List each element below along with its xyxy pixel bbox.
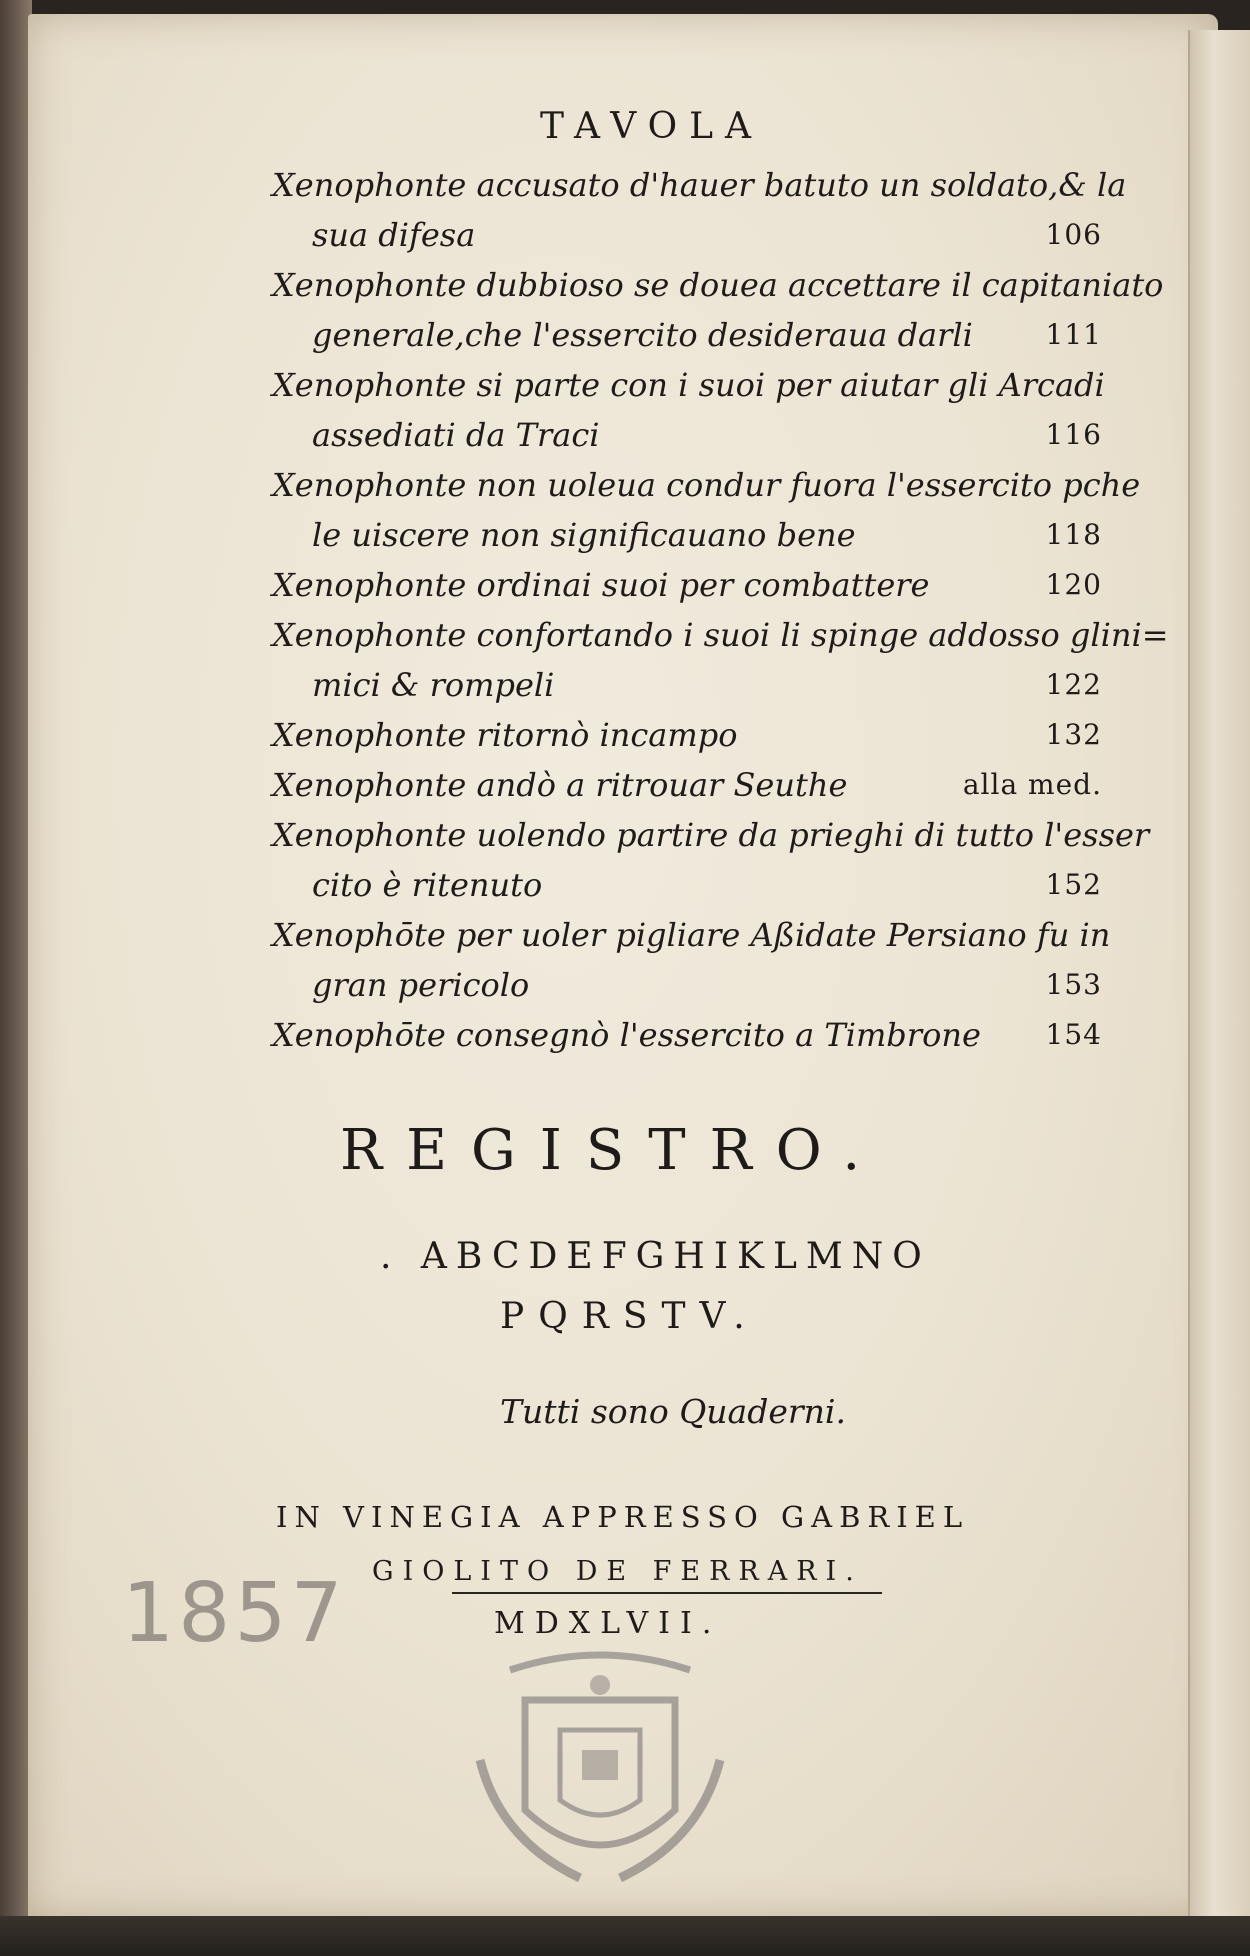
entry-continuation: sua difesa (312, 216, 476, 254)
entry-continuation: gran pericolo (312, 966, 530, 1004)
index-entry (272, 460, 1141, 560)
entry-continuation: assediati da Traci (312, 416, 600, 454)
index-entry (272, 810, 1150, 910)
gathering-signatures-line-2: PQRSTV. (500, 1296, 759, 1337)
entry-text: Xenophōte consegnò l'essercito a Timbrone (272, 1016, 981, 1054)
imprint-year: MDXLVII. (494, 1606, 722, 1641)
entry-text: Xenophonte ritornò incampo (272, 716, 738, 754)
registro-heading: REGISTRO. (340, 1118, 885, 1183)
entry-continuation: cito è ritenuto (312, 866, 543, 904)
index-entry (272, 910, 1111, 1010)
entry-page-number: alla med. (962, 768, 1102, 801)
entry-page-number: 120 (1045, 568, 1102, 601)
index-entry (272, 1010, 1102, 1060)
library-shelf-number: 1857 (122, 1566, 347, 1661)
entry-text: Xenophonte confortando i suoi li spinge addosso glini= (272, 616, 1169, 654)
index-entry (272, 760, 1102, 810)
index-entry (272, 610, 1169, 710)
index-entry (272, 160, 1127, 260)
index-entry (272, 360, 1105, 460)
entry-text: Xenophonte uolendo partire da prieghi di tutto l'esser (272, 816, 1150, 854)
entry-text: Xenophonte dubbioso se douea accettare il capitaniato (272, 266, 1164, 304)
library-stamp-icon (470, 1640, 730, 1890)
entry-page-number: 152 (1045, 868, 1102, 901)
entry-text: Xenophonte ordinai suoi per combattere (272, 566, 930, 604)
imprint-rule (452, 1592, 882, 1594)
entry-page-number: 106 (1045, 218, 1102, 251)
entry-continuation: generale,che l'essercito desideraua darli (312, 316, 973, 354)
running-head: TAVOLA (540, 106, 764, 147)
entry-page-number: 116 (1045, 418, 1102, 451)
imprint-printer-name: GIOLITO DE FERRARI. (372, 1556, 863, 1587)
gathering-signatures-line-1: . ABCDEFGHIKLMNO (380, 1236, 931, 1277)
index-entry (272, 710, 1102, 760)
entry-page-number: 154 (1045, 1018, 1102, 1051)
entry-text: Xenophonte non uoleua condur fuora l'essercito pche (272, 466, 1141, 504)
entry-continuation: mici & rompeli (312, 666, 555, 704)
entry-page-number: 111 (1045, 318, 1102, 351)
entry-page-number: 118 (1045, 518, 1102, 551)
imprint-place-printer: IN VINEGIA APPRESSO GABRIEL (276, 1500, 970, 1534)
quire-note: Tutti sono Quaderni. (500, 1392, 846, 1431)
entry-text: Xenophōte per uoler pigliare Aßidate Persiano fu in (272, 916, 1111, 954)
entry-text: Xenophonte andò a ritrouar Seuthe (272, 766, 848, 804)
entry-text: Xenophonte si parte con i suoi per aiutar gli Arcadi (272, 366, 1105, 404)
entry-page-number: 122 (1045, 668, 1102, 701)
index-list (272, 160, 1169, 1060)
index-entry (272, 560, 1102, 610)
entry-continuation: le uiscere non significauano bene (312, 516, 856, 554)
entry-text: Xenophonte accusato d'hauer batuto un soldato,& la (272, 166, 1127, 204)
index-entry (272, 260, 1164, 360)
entry-page-number: 153 (1045, 968, 1102, 1001)
entry-page-number: 132 (1045, 718, 1102, 751)
